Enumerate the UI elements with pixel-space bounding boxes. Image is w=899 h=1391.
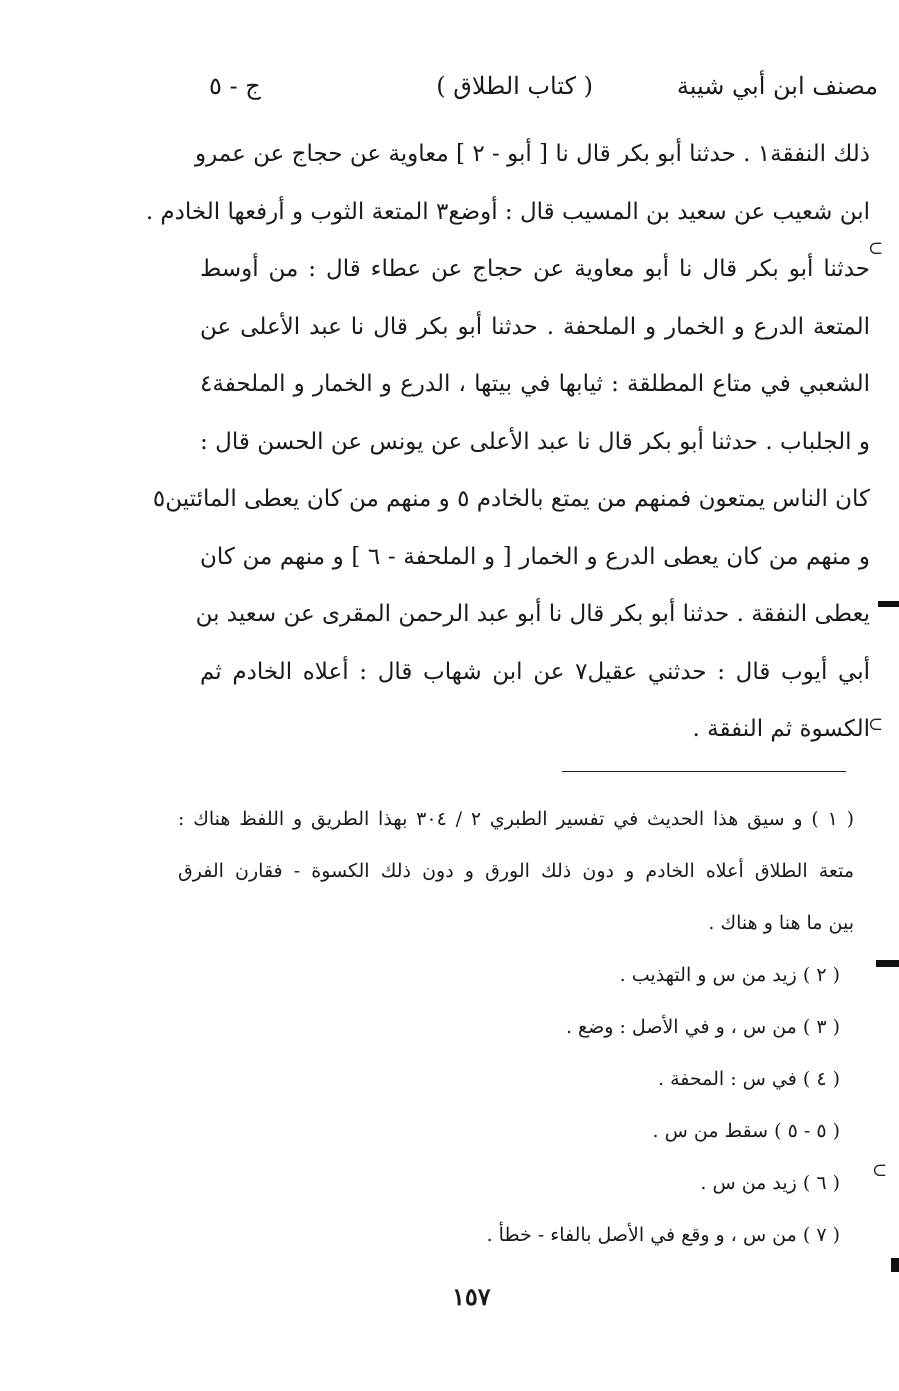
text-line: أبي أيوب قال : حدثني عقيل٧ عن ابن شهاب قال : أعلاه الخادم ثم bbox=[200, 658, 870, 685]
footnote-line: متعة الطلاق أعلاه الخادم و دون ذلك الورق و دون ذلك الكسوة - فقارن الفرق bbox=[178, 860, 854, 882]
footnote-line: ( ٦ ) زيد من س . bbox=[700, 1172, 840, 1194]
text-line: ذلك النفقة١ . حدثنا أبو بكر قال نا [ أبو - ٢ ] معاوية عن حجاج عن عمرو bbox=[195, 141, 870, 167]
book-title: مصنف ابن أبي شيبة bbox=[676, 72, 878, 100]
footnote-line: بين ما هنا و هناك . bbox=[708, 912, 854, 934]
margin-tick-mark: ⊃ bbox=[868, 714, 884, 735]
footnote-line: ( ٧ ) من س ، و وقع في الأصل بالفاء - خطأ . bbox=[486, 1224, 840, 1246]
text-line: حدثنا أبو بكر قال نا أبو معاوية عن حجاج عن عطاء قال : من أوسط bbox=[200, 256, 870, 282]
footnotes bbox=[178, 793, 854, 1261]
footnote-separator bbox=[562, 771, 846, 772]
main-text bbox=[145, 126, 870, 759]
text-line: المتعة الدرع و الخمار و الملحفة . حدثنا أبو بكر قال نا عبد الأعلى عن bbox=[200, 313, 870, 340]
margin-bar-mark bbox=[891, 1258, 899, 1272]
text-line: الشعبي في متاع المطلقة : ثيابها في بيتها ، الدرع و الخمار و الملحفة٤ bbox=[200, 371, 870, 397]
footnote-line: ( ٢ ) زيد من س و التهذيب . bbox=[619, 964, 840, 986]
page-header bbox=[195, 66, 878, 116]
text-line: الكسوة ثم النفقة . bbox=[692, 716, 870, 742]
text-line: ابن شعيب عن سعيد بن المسيب قال : أوضع٣ المتعة الثوب و أرفعها الخادم . bbox=[145, 198, 870, 225]
margin-tick-mark: ⊃ bbox=[872, 1160, 888, 1181]
text-line: يعطى النفقة . حدثنا أبو بكر قال نا أبو عبد الرحمن المقرى عن سعيد بن bbox=[195, 601, 870, 627]
text-line: كان الناس يمتعون فمنهم من يمتع بالخادم ٥ و منهم من كان يعطى المائتين٥ bbox=[152, 486, 870, 512]
footnote-line: ( ٣ ) من س ، و في الأصل : وضع . bbox=[565, 1016, 840, 1038]
page-number: ١٥٧ bbox=[452, 1282, 491, 1311]
margin-bar-mark bbox=[876, 960, 899, 967]
text-line: و الجلباب . حدثنا أبو بكر قال نا عبد الأعلى عن يونس عن الحسن قال : bbox=[200, 428, 870, 455]
volume-label: ج - ٥ bbox=[209, 72, 261, 100]
text-line: و منهم من كان يعطى الدرع و الخمار [ و الملحفة - ٦ ] و منهم من كان bbox=[200, 543, 870, 570]
footnote-line: ( ٤ ) في س : المحفة . bbox=[658, 1068, 840, 1090]
chapter-title: ( كتاب الطلاق ) bbox=[436, 72, 593, 100]
margin-tick-mark: ⊃ bbox=[868, 238, 884, 259]
footnote-line: ( ٥ - ٥ ) سقط من س . bbox=[652, 1120, 840, 1142]
margin-bar-mark bbox=[878, 601, 899, 607]
footnote-line: ( ١ ) و سيق هذا الحديث في تفسير الطبري ٢ / ٣٠٤ بهذا الطريق و اللفظ هناك : bbox=[178, 808, 855, 830]
